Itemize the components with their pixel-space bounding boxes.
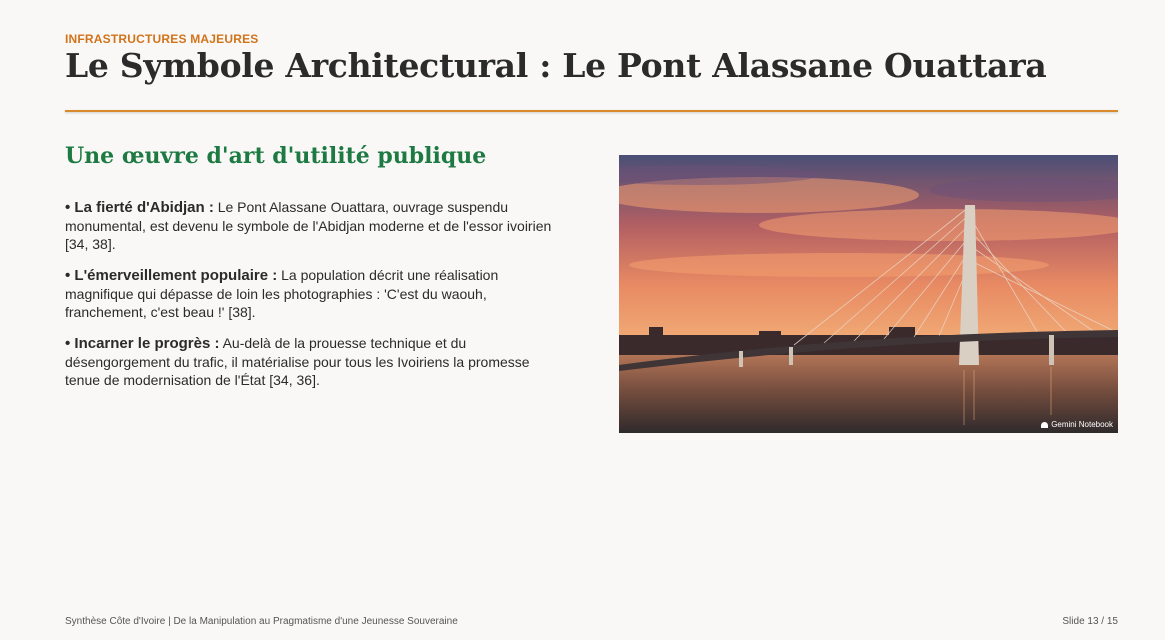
bullet-text: Au-delà de la prouesse technique et du désengorgement du trafic, il matérialise pour tous les Ivoiriens la promesse tenue de modernisation de l'État [34, 36]. (65, 335, 530, 388)
bullet-item-progres (65, 334, 565, 389)
bullet-item-fierte (65, 198, 565, 253)
content-subtitle: Une œuvre d'art d'utilité publique (65, 143, 487, 169)
slide-number: Slide 13 / 15 (1062, 616, 1118, 627)
slide-title: Le Symbole Architectural : Le Pont Alassane Ouattara (65, 46, 1047, 85)
bullet-list (65, 198, 565, 402)
bullet-lead: • L'émerveillement populaire : (65, 267, 278, 284)
bullet-lead: • La fierté d'Abidjan : (65, 199, 214, 216)
section-kicker: INFRASTRUCTURES MAJEURES (65, 32, 259, 46)
bullet-text: Le Pont Alassane Ouattara, ouvrage suspendu monumental, est devenu le symbole de l'Abidjan moderne et de l'essor ivoirien [34, 38]. (65, 199, 552, 252)
bullet-lead: • Incarner le progrès : (65, 335, 220, 352)
bullet-item-emerveillement (65, 266, 565, 321)
image-credit (1041, 420, 1113, 429)
bridge-photo (619, 155, 1118, 433)
title-divider (65, 110, 1118, 112)
bullet-text: La population décrit une réalisation magnifique qui dépasse de loin les photographies : 'C'est du waouh, franchement, c'est beau !' [38]. (65, 267, 499, 320)
image-credit-text: Gemini Notebook (1051, 420, 1113, 429)
bridge-illustration (619, 155, 1118, 433)
footer-caption: Synthèse Côte d'Ivoire | De la Manipulation au Pragmatisme d'une Jeunesse Souveraine (65, 616, 458, 627)
gemini-logo-icon (1041, 422, 1048, 428)
